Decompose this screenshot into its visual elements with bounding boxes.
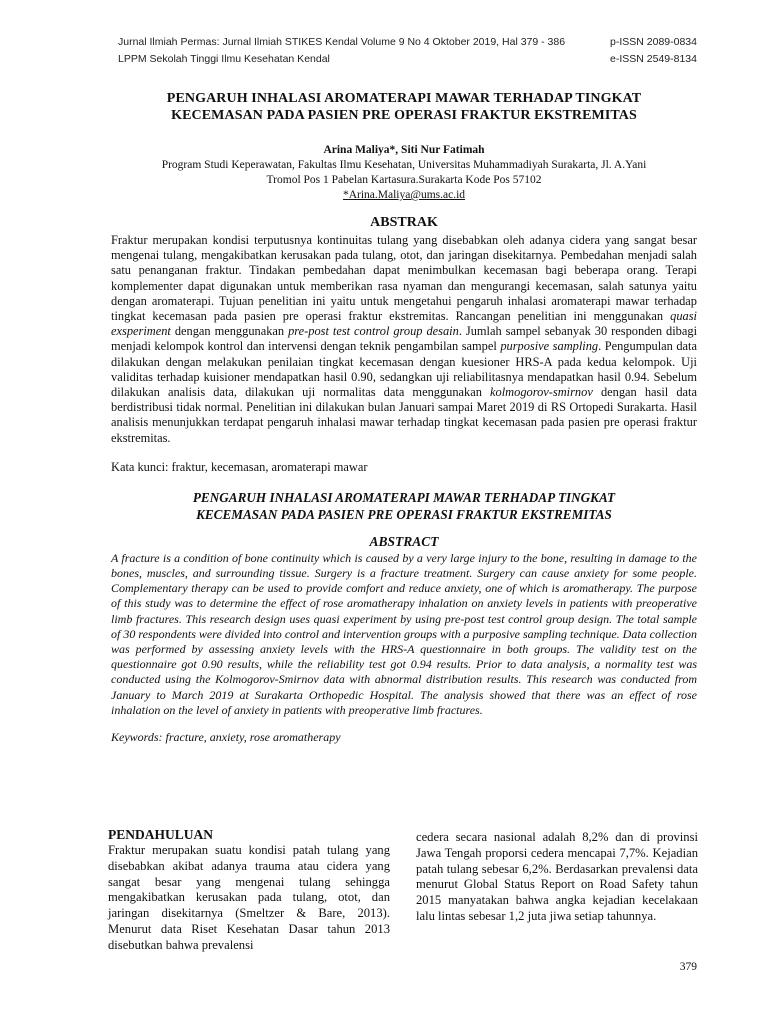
front-matter bbox=[111, 90, 697, 745]
right-column bbox=[416, 827, 698, 954]
abstrak-heading: ABSTRAK bbox=[370, 215, 438, 230]
english-title bbox=[111, 489, 697, 523]
affiliation-line-1: Program Studi Keperawatan, Fakultas Ilmu Kesehatan, Universitas Muhammadiyah Surakarta, Jl. A.Yani bbox=[161, 159, 647, 171]
e-issn: e-ISSN 2549-8134 bbox=[610, 53, 697, 65]
publisher: LPPM Sekolah Tinggi Ilmu Kesehatan Kendal bbox=[118, 53, 330, 65]
abstrak-body bbox=[111, 233, 697, 446]
abstract-heading: ABSTRACT bbox=[369, 533, 439, 549]
abstrak-term-3: purposive sampling bbox=[500, 339, 599, 354]
abstrak-text-4: . Pengumpulan data dilakukan dengan melakukan penilaian tingkat kecemasan dengan kuesioner HRS-A pada kedua kelompok. Uji validitas terhadap kuisioner mendapatkan hasil 0.90, sedangkan uji reliabilitasnya mendapatkan hasil 0.94. Sebelum dilakukan analisis data, dilakukan uji normalitas data menggunakan bbox=[111, 339, 697, 400]
journal-citation: Jurnal Ilmiah Permas: Jurnal Ilmiah STIKES Kendal Volume 9 No 4 Oktober 2019, Hal 379 - 386 bbox=[118, 36, 566, 48]
kata-kunci: Kata kunci: fraktur, kecemasan, aromaterapi mawar bbox=[111, 459, 368, 474]
title-line-2: KECEMASAN PADA PASIEN PRE OPERASI FRAKTUR EKSTREMITAS bbox=[171, 108, 637, 123]
abstrak-text-2: dengan menggunakan bbox=[170, 324, 289, 339]
intro-paragraph-right: cedera secara nasional adalah 8,2% dan di provinsi Jawa Tengah proporsi cedera mencapai 7,7%. Kejadian patah tulang sebesar 6,2%. Berdasarkan prevalensi data menurut Global Status Report on Road Safety tahun 2015 manyatakan bahwa angka kejadian kecelakaan lalu lintas sebesar 1,2 juta jiwa setiap tahunnya. bbox=[416, 830, 698, 923]
abstract-body: A fracture is a condition of bone continuity which is caused by a very large injury to the bone, resulting in damage to the bones, muscles, and surrounding tissue. Surgery is a fracture treatment. Surgery can cause anxiety for some people. Complementary therapy can be used to provide comfort and reduce anxiety, one of which is aromatherapy. The purpose of this study was to determine the effect of rose aromatherapy inhalation on anxiety levels in patients with preoperative limb fractures. This research design uses quasi experiment by using pre-post test control group design. The total sample of 30 respondents were divided into control and intervention groups with a purposive sampling technique. Data collection was performed by assessing anxiety levels with the HRS-A questionnaire in both groups. The validity test on the questionnaire got 0.90 results, while the reliability test got 0.94 results. Prior to data analysis, a normality test was conducted using the Kolmogorov-Smirnov data with abnormal distribution results. This research was conducted from January to March 2019 at Surakarta Orthopedic Hospital. The analysis showed that there was an effect of rose inhalation on the level of anxiety in patients with preoperative limb fractures. bbox=[111, 550, 697, 717]
keywords: Keywords: fracture, anxiety, rose aromatherapy bbox=[111, 730, 341, 745]
abstrak-term-4: kolmogorov-smirnov bbox=[490, 385, 593, 400]
affiliation bbox=[111, 158, 697, 203]
corresponding-email-link[interactable]: *Arina.Maliya@ums.ac.id bbox=[342, 189, 466, 201]
title-line-1: PENGARUH INHALASI AROMATERAPI MAWAR TERHADAP TINGKAT bbox=[166, 91, 642, 106]
abstrak-term-1: quasi exsperiment bbox=[111, 309, 697, 339]
section-heading-pendahuluan: PENDAHULUAN bbox=[108, 827, 214, 842]
left-column bbox=[108, 827, 390, 954]
intro-paragraph-left: Fraktur merupakan suatu kondisi patah tulang yang disebabkan akibat adanya trauma atau cidera yang sangat besar yang mengenai tulang sehingga mengakibatkan kerusakan pada tulang, otot, dan jaringan disekitarnya (Smeltzer & Bare, 2013). Menurut data Riset Kesehatan Dasar tahun 2013 disebutkan bahwa prevalensi bbox=[108, 843, 390, 952]
body-columns bbox=[108, 827, 698, 954]
english-title-line-1: PENGARUH INHALASI AROMATERAPI MAWAR TERHADAP TINGKAT bbox=[192, 489, 616, 505]
abstrak-text-3: . Jumlah sampel sebanyak 30 responden dibagi menjadi kelompok kontrol dan intervensi dengan teknik pengambilan sampel bbox=[111, 324, 698, 354]
abstrak-term-2: pre-post test control group desain bbox=[288, 324, 459, 339]
english-title-line-2: KECEMASAN PADA PASIEN PRE OPERASI FRAKTUR EKSTREMITAS bbox=[196, 506, 612, 522]
affiliation-line-2: Tromol Pos 1 Pabelan Kartasura.Surakarta Kode Pos 57102 bbox=[266, 174, 542, 186]
p-issn: p-ISSN 2089-0834 bbox=[610, 36, 697, 48]
abstrak-text-1: Fraktur merupakan kondisi terputusnya kontinuitas tulang yang disebabkan oleh adanya cidera yang sangat besar mengenai tulang, mengakibatkan kerusakan pada tulang, otot, dan jaringan disekitarnya. Pembedahan menjadi salah satu penanganan fraktur. Tindakan pembedahan dapat menimbulkan kecemasan bagi beberapa orang. Terapi komplementer dapat digunakan untuk memberikan rasa nyaman dan mengurangi kecemasan, salah satunya yaitu dengan aromaterapi. Tujuan penelitian ini yaitu untuk mengetahui pengaruh inhalasi aromaterapi mawar terhadap tingkat kecemasan pada pasien pre operasi fraktur ekstremitas. Rancangan penelitian ini menggunakan bbox=[111, 233, 697, 324]
article-title bbox=[111, 90, 697, 124]
author-list: Arina Maliya*, Siti Nur Fatimah bbox=[323, 144, 485, 156]
abstrak-text-5: dengan hasil data berdistribusi tidak normal. Penelitian ini dilakukan bulan Januari sampai Maret 2019 di RS Ortopedi Surakarta. Hasil analisis menunjukkan terdapat pengaruh inhalasi mawar terhadap tingkat kecemasan pada pasien pre operasi fraktur ekstremitas. bbox=[111, 385, 697, 445]
running-header bbox=[118, 34, 702, 68]
page-number: 379 bbox=[679, 961, 697, 973]
